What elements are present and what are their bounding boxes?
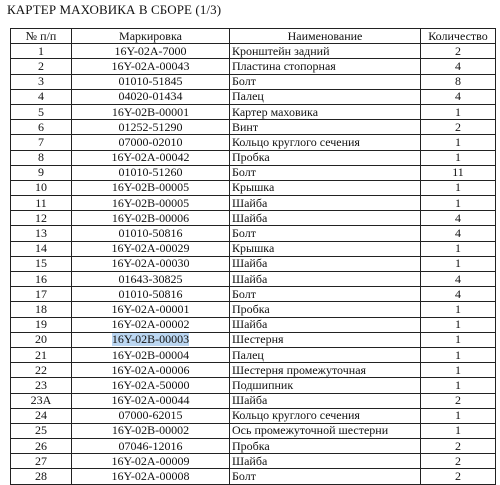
row-number-cell-text: 23 [35,377,47,392]
row-number-cell [11,469,72,484]
row-number-cell [11,74,72,89]
table-row [11,44,496,59]
quantity-cell-text: 4 [455,271,461,286]
part-code-cell [72,226,230,241]
row-number-cell-text: 17 [35,286,47,301]
row-number-cell [11,256,72,271]
table-row [11,317,496,332]
part-code-cell-text: 16Y-02A-00006 [111,362,190,377]
part-name-cell-text: Палец [232,347,264,362]
part-code-cell-text: 16Y-02B-00005 [111,180,190,195]
part-name-cell [230,120,421,135]
row-number-cell-text: 21 [35,347,47,362]
quantity-cell-text: 2 [455,43,461,58]
quantity-cell-text: 2 [455,469,461,484]
part-name-cell-text: Шайба [232,195,268,210]
row-number-cell [11,363,72,378]
part-code-cell [72,408,230,423]
part-name-cell-text: Шестерня [232,332,284,347]
part-code-cell-text: 07000-02010 [118,134,183,149]
table-row [11,180,496,195]
part-name-cell [230,302,421,317]
quantity-cell [421,196,496,211]
row-number-cell [11,135,72,150]
part-code-cell [72,272,230,287]
part-code-cell-text: 16Y-02B-00003 [111,332,190,347]
quantity-cell [421,332,496,347]
part-code-cell [72,363,230,378]
part-name-cell [230,272,421,287]
row-number-cell-text: 15 [35,256,47,271]
part-name-cell-text: Болт [232,226,256,241]
table-row [11,59,496,74]
part-code-cell-text: 16Y-02B-00006 [111,210,190,225]
quantity-cell-text: 4 [455,210,461,225]
part-name-cell-text: Болт [232,74,256,89]
part-name-cell [230,226,421,241]
quantity-cell [421,180,496,195]
part-name-cell [230,150,421,165]
quantity-cell [421,256,496,271]
part-name-cell-text: Винт [232,119,259,134]
part-code-cell [72,211,230,226]
part-code-cell-text: 04020-01434 [118,89,183,104]
table-row [11,74,496,89]
row-number-cell [11,393,72,408]
row-number-cell-text: 19 [35,317,47,332]
row-number-cell [11,104,72,119]
part-code-cell [72,59,230,74]
part-code-cell-text: 01252-51290 [118,119,183,134]
row-number-cell [11,44,72,59]
part-code-cell [72,89,230,104]
quantity-cell [421,439,496,454]
part-name-cell-text: Болт [232,286,256,301]
row-number-cell [11,272,72,287]
part-name-cell [230,196,421,211]
part-name-cell [230,363,421,378]
part-name-cell [230,59,421,74]
part-name-cell [230,135,421,150]
part-code-cell [72,454,230,469]
row-number-cell [11,378,72,393]
part-code-cell-text: 01010-50816 [118,286,183,301]
part-name-cell-text: Болт [232,469,256,484]
row-number-cell-text: 20 [35,332,47,347]
page-title: КАРТЕР МАХОВИКА В СБОРЕ (1/3) [7,2,222,17]
row-number-cell-text: 11 [35,195,47,210]
part-name-cell-text: Кронштейн задний [232,43,330,58]
quantity-cell [421,363,496,378]
row-number-cell-text: 8 [38,150,44,165]
quantity-cell-text: 1 [455,195,461,210]
part-name-cell-text: Шайба [232,393,268,408]
part-code-cell [72,44,230,59]
part-name-cell [230,469,421,484]
part-code-cell-text: 16Y-02A-00001 [111,301,190,316]
row-number-cell [11,423,72,438]
part-code-cell-text: 01010-51845 [118,74,183,89]
row-number-cell [11,120,72,135]
quantity-cell [421,408,496,423]
quantity-cell [421,454,496,469]
part-name-cell-text: Шайба [232,210,268,225]
part-code-cell-text: 01010-51260 [118,165,183,180]
part-name-cell [230,393,421,408]
part-code-cell-text: 16Y-02B-00005 [111,195,190,210]
row-number-cell [11,150,72,165]
part-name-cell [230,180,421,195]
part-code-cell [72,165,230,180]
table-row [11,196,496,211]
row-number-cell [11,59,72,74]
part-code-cell [72,347,230,362]
quantity-cell [421,226,496,241]
table-row [11,135,496,150]
row-number-cell-text: 5 [38,104,44,119]
table-row [11,423,496,438]
table-row [11,408,496,423]
part-name-cell-text: Подшипник [232,377,294,392]
column-header-quantity: Количество [421,29,496,44]
part-code-cell [72,469,230,484]
part-name-cell-text: Пробка [232,150,270,165]
quantity-cell-text: 1 [455,362,461,377]
part-code-cell-text: 07000-62015 [118,408,183,423]
quantity-cell [421,211,496,226]
row-number-cell [11,439,72,454]
part-name-cell-text: Крышка [232,241,275,256]
table-header-row [11,29,496,44]
row-number-cell [11,408,72,423]
quantity-cell [421,241,496,256]
row-number-cell-text: 10 [35,180,47,195]
table-row [11,439,496,454]
quantity-cell-text: 2 [455,453,461,468]
part-code-cell-text: 16Y-02B-00002 [111,423,190,438]
quantity-cell-text: 4 [455,89,461,104]
row-number-cell-text: 6 [38,119,44,134]
table-row [11,272,496,287]
quantity-cell [421,104,496,119]
part-name-cell [230,408,421,423]
quantity-cell-text: 4 [455,286,461,301]
quantity-cell [421,469,496,484]
part-code-cell-text: 16Y-02A-00044 [111,393,190,408]
part-code-cell [72,135,230,150]
row-number-cell [11,196,72,211]
part-name-cell-text: Кольцо круглого сечения [232,408,360,423]
table-row [11,378,496,393]
part-code-cell-text: 16Y-02B-00004 [111,347,190,362]
table-row [11,165,496,180]
quantity-cell-text: 1 [455,256,461,271]
quantity-cell-text: 1 [455,180,461,195]
quantity-cell-text: 1 [455,423,461,438]
row-number-cell [11,89,72,104]
row-number-cell-text: 2 [38,58,44,73]
quantity-cell [421,423,496,438]
part-name-cell [230,165,421,180]
table-row [11,256,496,271]
row-number-cell-text: 7 [38,134,44,149]
part-name-cell-text: Картер маховика [232,104,319,119]
part-name-cell [230,256,421,271]
part-name-cell-text: Шайба [232,271,268,286]
part-name-cell [230,439,421,454]
quantity-cell [421,393,496,408]
part-name-cell [230,287,421,302]
quantity-cell-text: 1 [455,134,461,149]
quantity-cell [421,378,496,393]
quantity-cell-text: 4 [455,226,461,241]
part-code-cell [72,393,230,408]
table-row [11,226,496,241]
row-number-cell [11,226,72,241]
quantity-cell-text: 1 [455,150,461,165]
quantity-cell-text: 1 [455,241,461,256]
row-number-cell-text: 24 [35,408,47,423]
part-code-cell [72,120,230,135]
quantity-cell-text: 1 [455,347,461,362]
table-row [11,241,496,256]
part-name-cell [230,423,421,438]
row-number-cell-text: 1 [38,43,44,58]
part-code-cell-text: 16Y-02A-00030 [111,256,190,271]
column-header-name: Наименование [230,29,421,44]
part-name-cell [230,241,421,256]
row-number-cell [11,211,72,226]
table-row [11,332,496,347]
quantity-cell-text: 1 [455,377,461,392]
quantity-cell-text: 2 [455,119,461,134]
part-code-cell-text: 16Y-02A-00043 [111,58,190,73]
quantity-cell [421,287,496,302]
row-number-cell-text: 28 [35,469,47,484]
row-number-cell [11,332,72,347]
part-name-cell-text: Шайба [232,317,268,332]
part-code-cell-selected [72,332,230,347]
row-number-cell-text: 13 [35,226,47,241]
part-name-cell-text: Кольцо круглого сечения [232,134,360,149]
part-name-cell [230,104,421,119]
row-number-cell [11,317,72,332]
table-row [11,89,496,104]
table-row [11,347,496,362]
quantity-cell [421,135,496,150]
part-code-cell [72,317,230,332]
quantity-cell-text: 1 [455,104,461,119]
part-code-cell [72,423,230,438]
part-name-cell [230,74,421,89]
parts-table [10,28,496,485]
part-code-cell [72,256,230,271]
part-name-cell-text: Болт [232,165,256,180]
quantity-cell [421,44,496,59]
row-number-cell [11,241,72,256]
row-number-cell [11,180,72,195]
part-code-cell-text: 01010-50816 [118,226,183,241]
part-code-cell [72,74,230,89]
table-row [11,393,496,408]
row-number-cell-text: 12 [35,210,47,225]
quantity-cell-text: 1 [455,332,461,347]
part-name-cell [230,454,421,469]
part-name-cell-text: Крышка [232,180,275,195]
table-row [11,211,496,226]
quantity-cell [421,347,496,362]
part-code-cell [72,439,230,454]
row-number-cell [11,287,72,302]
table-row [11,287,496,302]
row-number-cell-text: 23A [30,393,52,408]
part-code-cell-text: 16Y-02B-00001 [111,104,190,119]
part-name-cell [230,378,421,393]
quantity-cell [421,317,496,332]
quantity-cell [421,89,496,104]
table-body [11,44,496,484]
part-code-cell-text: 16Y-02A-50000 [111,377,190,392]
quantity-cell [421,165,496,180]
row-number-cell-text: 26 [35,438,47,453]
quantity-cell-text: 4 [455,58,461,73]
table-row [11,469,496,484]
part-code-cell-text: 16Y-02A-00042 [111,150,190,165]
row-number-cell [11,454,72,469]
part-name-cell [230,317,421,332]
row-number-cell [11,302,72,317]
quantity-cell-text: 11 [452,165,464,180]
row-number-cell-text: 4 [38,89,44,104]
column-header-marking: Маркировка [72,29,230,44]
part-code-cell [72,180,230,195]
part-name-cell [230,332,421,347]
table-row [11,150,496,165]
table-row [11,120,496,135]
table-row [11,363,496,378]
part-name-cell-text: Пластина стопорная [232,58,336,73]
table-row [11,302,496,317]
table-row [11,104,496,119]
part-code-cell [72,150,230,165]
part-code-cell [72,378,230,393]
row-number-cell-text: 16 [35,271,47,286]
part-name-cell-text: Пробка [232,301,270,316]
part-code-cell-text: 16Y-02A-00002 [111,317,190,332]
part-name-cell-text: Пробка [232,438,270,453]
quantity-cell-text: 1 [455,301,461,316]
quantity-cell [421,272,496,287]
quantity-cell-text: 8 [455,74,461,89]
column-header-number: № п/п [11,29,72,44]
part-code-cell-text: 16Y-02A-00008 [111,469,190,484]
part-code-cell-text: 16Y-02A-7000 [114,43,187,58]
quantity-cell-text: 1 [455,317,461,332]
part-code-cell-text: 01643-30825 [118,271,183,286]
part-code-cell-text: 16Y-02A-00029 [111,241,190,256]
part-name-cell [230,211,421,226]
quantity-cell-text: 2 [455,393,461,408]
part-name-cell-text: Шайба [232,453,268,468]
part-name-cell [230,347,421,362]
part-code-cell [72,287,230,302]
part-name-cell-text: Палец [232,89,264,104]
quantity-cell [421,120,496,135]
row-number-cell-text: 25 [35,423,47,438]
table-row [11,454,496,469]
part-name-cell [230,44,421,59]
quantity-cell-text: 2 [455,438,461,453]
row-number-cell-text: 9 [38,165,44,180]
quantity-cell-text: 1 [455,408,461,423]
row-number-cell-text: 3 [38,74,44,89]
part-code-cell [72,302,230,317]
part-name-cell-text: Ось промежуточной шестерни [232,423,389,438]
part-code-cell [72,104,230,119]
part-code-cell [72,241,230,256]
part-name-cell-text: Шайба [232,256,268,271]
part-name-cell [230,89,421,104]
quantity-cell [421,74,496,89]
part-code-cell-text: 07046-12016 [118,438,183,453]
row-number-cell-text: 27 [35,453,47,468]
row-number-cell-text: 18 [35,301,47,316]
row-number-cell [11,165,72,180]
quantity-cell [421,59,496,74]
part-name-cell-text: Шестерня промежуточная [232,362,367,377]
row-number-cell-text: 22 [35,362,47,377]
part-code-cell [72,196,230,211]
quantity-cell [421,302,496,317]
quantity-cell [421,150,496,165]
part-code-cell-text: 16Y-02A-00009 [111,453,190,468]
row-number-cell [11,347,72,362]
row-number-cell-text: 14 [35,241,47,256]
